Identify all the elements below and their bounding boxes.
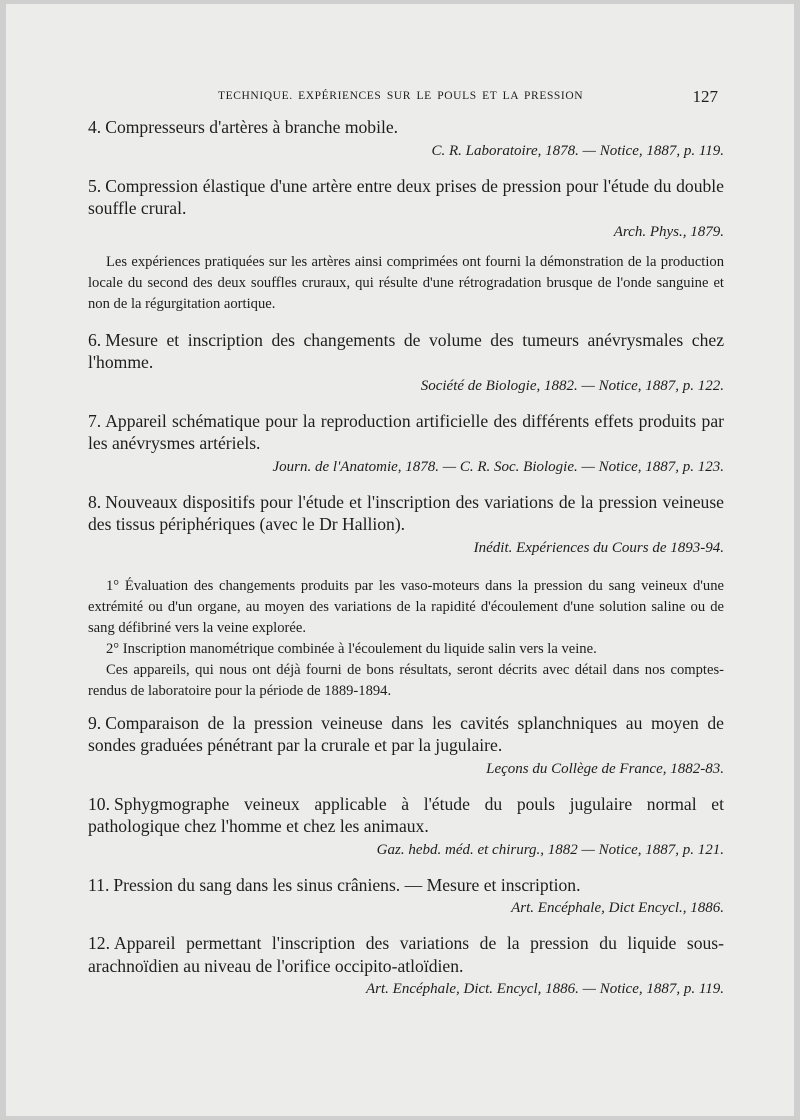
running-header: [218, 87, 718, 106]
body-text: [88, 116, 724, 999]
entry-number: 9.: [88, 712, 102, 733]
entry-note: Ces appareils, qui nous ont déjà fourni de bons résultats, seront décrits avec détail dans nos comptes-rendus de laboratoire pour la période de 1889-1894.: [88, 661, 724, 699]
entry-title: [88, 874, 724, 897]
entry-number: 6.: [88, 329, 102, 350]
entry-number: 10.: [88, 793, 110, 814]
entry-note: 1° Évaluation des changements produits par les vaso-moteurs dans la pression du sang veineux d'une extrémité ou d'un organe, au moyen des variations de la rapidité d'écoulement d'une solution saline ou de sang défibriné vers la veine explorée.: [88, 577, 724, 636]
entry-title-text: Compression élastique d'une artère entre deux prises de pression pour l'étude du double souffle crural.: [88, 175, 724, 218]
entry-title: [88, 410, 724, 455]
entry-reference: C. R. Laboratoire, 1878. — Notice, 1887, p. 119.: [431, 142, 724, 159]
entry-title: [88, 175, 724, 220]
entry-title-text: Pression du sang dans les sinus crâniens. — Mesure et inscription.: [113, 874, 581, 895]
entry-title: [88, 116, 724, 139]
entry-title-text: Appareil permettant l'inscription des variations de la pression du liquide sous-arachnoïdien au niveau de l'orifice occipito-atloïdien.: [88, 933, 724, 976]
entry-number: 12.: [88, 933, 110, 953]
entry-number: 7.: [88, 410, 102, 431]
entry-title-text: Mesure et inscription des changements de volume des tumeurs anévrysmales chez l'homme.: [88, 329, 724, 372]
entry-reference: Leçons du Collège de France, 1882-83.: [486, 760, 724, 777]
entry-number: 11.: [88, 874, 110, 895]
entry-reference: Art. Encéphale, Dict. Encycl, 1886. — Notice, 1887, p. 119.: [366, 981, 724, 997]
entry-title-text: Sphygmographe veineux applicable à l'étude du pouls jugulaire normal et pathologique chez l'homme et chez les animaux.: [88, 793, 724, 836]
entry-title: [88, 329, 724, 374]
entry-title: [88, 932, 724, 977]
running-title: TECHNIQUE. EXPÉRIENCES SUR LE POULS ET LA PRESSION: [218, 90, 584, 102]
entry-reference: Inédit. Expériences du Cours de 1893-94.: [473, 539, 724, 556]
entry-title-text: Nouveaux dispositifs pour l'étude et l'inscription des variations de la pression veineuse des tissus périphériques (avec le Dr Hallion).: [88, 491, 724, 534]
entry-title-text: Appareil schématique pour la reproduction artificielle des différents effets produits par les anévrysmes artériels.: [88, 410, 724, 453]
entry-reference: Société de Biologie, 1882. — Notice, 1887, p. 122.: [420, 377, 724, 394]
page-number: 127: [692, 87, 718, 106]
entry-note: Les expériences pratiquées sur les artères ainsi comprimées ont fourni la démonstration de la production locale du second des deux souffles cruraux, qui résulte d'une rétrogradation brusque de l'onde sanguine et non de la régurgitation aortique.: [88, 253, 724, 312]
entry-reference: Arch. Phys., 1879.: [613, 223, 724, 240]
entry-reference: Gaz. hebd. méd. et chirurg., 1882 — Notice, 1887, p. 121.: [376, 841, 724, 858]
entry-title: [88, 793, 724, 838]
entry-title: [88, 491, 724, 536]
entry-reference: Journ. de l'Anatomie, 1878. — C. R. Soc. Biologie. — Notice, 1887, p. 123.: [272, 458, 724, 475]
entry-note: 2° Inscription manométrique combinée à l'écoulement du liquide salin vers la veine.: [106, 640, 597, 657]
entry-title-text: Comparaison de la pression veineuse dans les cavités splanchniques au moyen de sondes graduées pénétrant par la crurale et par la jugulaire.: [88, 712, 724, 755]
entry-number: 4.: [88, 117, 102, 137]
entry-title: [88, 712, 724, 757]
entry-number: 5.: [88, 175, 102, 196]
entry-reference: Art. Encéphale, Dict Encycl., 1886.: [511, 900, 724, 916]
entry-number: 8.: [88, 491, 102, 512]
book-page: [6, 4, 794, 1116]
entry-title-text: Compresseurs d'artères à branche mobile.: [105, 117, 399, 137]
